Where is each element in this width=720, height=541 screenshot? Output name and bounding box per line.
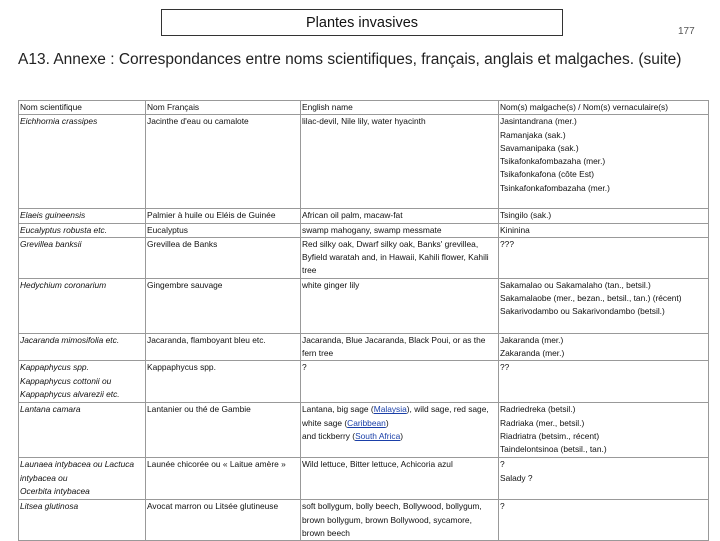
cell-scientific: Lantana camara	[19, 403, 146, 458]
cell-french: Grevillea de Banks	[146, 237, 301, 278]
english-name-text: Lantana, big sage (	[302, 404, 374, 415]
table-row	[19, 237, 709, 278]
cell-scientific: Eucalyptus robusta etc.	[19, 223, 146, 237]
table-row	[19, 223, 709, 237]
cell-french: Jacinthe d'eau ou camalote	[146, 115, 301, 209]
table-row	[19, 458, 709, 500]
column-header-english: English name	[301, 101, 499, 115]
english-name-text: ) and tickberry (	[302, 417, 389, 442]
column-header-french: Nom Français	[146, 101, 301, 115]
cell-scientific: Launaea intybacea ou Lactuca intybacea ou Ocerbita intybacea	[19, 458, 146, 500]
cell-malagasy: Radriedreka (betsil.) Radriaka (mer., betsil.) Riadriatra (betsim., récent) Taindelontsinoa (betsil., tan.)	[499, 403, 709, 458]
cell-french: Jacaranda, flamboyant bleu etc.	[146, 333, 301, 361]
cell-malagasy: ? Salady ?	[499, 458, 709, 500]
cell-french: Palmier à huile ou Eléis de Guinée	[146, 209, 301, 223]
cell-english: lilac-devil, Nile lily, water hyacinth	[301, 115, 499, 209]
cell-scientific: Hedychium coronarium	[19, 278, 146, 333]
cell-scientific: Kappaphycus spp. Kappaphycus cottonii ou Kappaphycus alvarezii etc.	[19, 361, 146, 403]
cell-malagasy: Jakaranda (mer.) Zakaranda (mer.)	[499, 333, 709, 361]
cell-english	[301, 403, 499, 458]
cell-english: Wild lettuce, Bitter lettuce, Achicoria azul	[301, 458, 499, 500]
page-number: 177	[678, 26, 695, 37]
cell-scientific: Elaeis guineensis	[19, 209, 146, 223]
cell-scientific: Eichhornia crassipes	[19, 115, 146, 209]
cell-english: Red silky oak, Dwarf silky oak, Banks' grevillea, Byfield waratah and, in Hawaii, Kahili flower, Kahili tree	[301, 237, 499, 278]
cell-malagasy: Tsingilo (sak.)	[499, 209, 709, 223]
correspondence-table	[18, 100, 709, 541]
cell-malagasy: ??	[499, 361, 709, 403]
cell-scientific: Grevillea banksii	[19, 237, 146, 278]
cell-scientific: Jacaranda mimosifolia etc.	[19, 333, 146, 361]
cell-malagasy: ?	[499, 500, 709, 541]
cell-malagasy: ???	[499, 237, 709, 278]
document-title: Plantes invasives	[305, 14, 419, 31]
cell-french: Eucalyptus	[146, 223, 301, 237]
column-header-malagasy: Nom(s) malgache(s) / Nom(s) vernaculaire(s)	[499, 101, 709, 115]
cell-french: Launée chicorée ou « Laitue amère »	[146, 458, 301, 500]
table-row	[19, 403, 709, 458]
cell-english: swamp mahogany, swamp messmate	[301, 223, 499, 237]
cell-english: Jacaranda, Blue Jacaranda, Black Poui, or as the fern tree	[301, 333, 499, 361]
cell-malagasy: Sakamalao ou Sakamalaho (tan., betsil.) Sakamalaobe (mer., bezan., betsil., tan.) (récent) Sakarivodambo ou Sakarivondambo (betsil.)	[499, 278, 709, 333]
cell-scientific: Litsea glutinosa	[19, 500, 146, 541]
column-header-scientific: Nom scientifique	[19, 101, 146, 115]
cell-malagasy: Kininina	[499, 223, 709, 237]
cell-french: Kappaphycus spp.	[146, 361, 301, 403]
cell-english: ?	[301, 361, 499, 403]
english-name-text: ), wild sage, red sage, white sage (	[302, 404, 489, 428]
cell-french: Avocat marron ou Litsée glutineuse	[146, 500, 301, 541]
table-row	[19, 361, 709, 403]
english-name-text: )	[400, 431, 404, 442]
table-row	[19, 278, 709, 333]
table-row	[19, 209, 709, 223]
cell-english: soft bollygum, bolly beech, Bollywood, bollygum, brown bollygum, brown Bollywood, sycamore, brown beech	[301, 500, 499, 541]
cell-french: Lantanier ou thé de Gambie	[146, 403, 301, 458]
south-africa-link[interactable]: South Africa	[355, 431, 401, 442]
malaysia-link[interactable]: Malaysia	[373, 404, 407, 415]
cell-english: white ginger lily	[301, 278, 499, 333]
document-title-box	[161, 9, 563, 36]
table-row	[19, 115, 709, 209]
section-heading: A13. Annexe : Correspondances entre noms scientifiques, français, anglais et malgaches. (suite)	[18, 51, 682, 68]
cell-french: Gingembre sauvage	[146, 278, 301, 333]
cell-malagasy: Jasintandrana (mer.) Ramanjaka (sak.) Savamanipaka (sak.) Tsikafonkafombazaha (mer.) Tsikafonkafona (côte Est) Tsinkafonkafombazaha (mer.)	[499, 115, 709, 209]
caribbean-link[interactable]: Caribbean	[347, 417, 386, 428]
cell-english: African oil palm, macaw-fat	[301, 209, 499, 223]
table-row	[19, 500, 709, 541]
table-row	[19, 333, 709, 361]
table-header-row	[19, 101, 709, 115]
